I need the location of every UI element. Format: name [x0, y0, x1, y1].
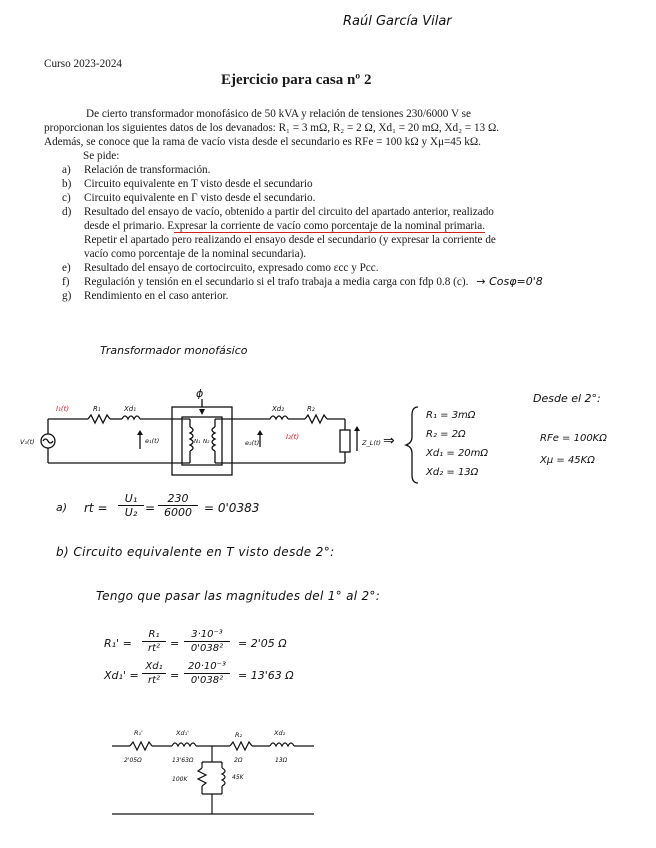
part-a-result: = 0'0383: [204, 501, 260, 515]
eq2-lhs: Xd₁' =: [104, 669, 139, 682]
intro-line-4: Se pide:: [83, 150, 120, 162]
eq1-result: = 2'05 Ω: [238, 637, 287, 650]
xd2-label: Xd₂: [272, 405, 285, 413]
list-item: Repetir el apartado pero realizando el ensayo desde el secundario (y expresar la corriente de: [84, 234, 496, 246]
notes-heading: Transformador monofásico: [100, 344, 248, 357]
current-i2-label: I₂(t): [286, 433, 300, 441]
author-name: Raúl García Vilar: [343, 14, 452, 29]
transformer-circuit-diagram: [20, 385, 410, 495]
t-xd2-label: Xd₂: [274, 729, 286, 737]
current-i1-label: I₁(t): [56, 405, 70, 413]
intro-line-3: Además, se conoce que la rama de vacío vista desde el secundario es RFe = 100 kΩ y Xμ=45 kΩ.: [44, 136, 481, 148]
t-equivalent-circuit: [108, 722, 318, 822]
n1-label: N₁: [194, 439, 201, 445]
t-r2-value: 2Ω: [234, 757, 243, 764]
e1-label: e₁(t): [145, 437, 160, 445]
v1-label: V₁(t): [20, 438, 35, 446]
xd1-label: Xd₁: [124, 405, 137, 413]
t-xd2-value: 13Ω: [275, 757, 288, 764]
n2-label: N₂: [203, 439, 210, 445]
flux-label: ϕ: [196, 387, 204, 400]
list-item: d) Resultado del ensayo de vacío, obtenido a partir del circuito del apartado anterior, realizado: [62, 206, 494, 218]
svg-text:⇒: ⇒: [383, 433, 395, 449]
from-second-title: Desde el 2°:: [533, 392, 601, 405]
course-label: Curso 2023-2024: [44, 58, 123, 70]
e2-label: e₂(t): [245, 439, 260, 447]
list-item: vacío como porcentaje de la nominal secundaria).: [84, 248, 307, 260]
list-item: b) Circuito equivalente en T visto desde el secundario: [62, 178, 313, 190]
list-item: a) Relación de transformación.: [62, 164, 211, 176]
t-r1p-label: R₁': [134, 729, 143, 737]
r1-label: R₁: [93, 405, 101, 413]
highlighted-text: xpresar la corriente de vacío como porcentaje de la nominal primaria.: [174, 220, 486, 232]
from-second-values: RFe = 100KΩ Xμ = 45KΩ: [540, 433, 607, 466]
part-a-label: a): [56, 501, 68, 514]
t-xd1p-value: 13'63Ω: [172, 757, 194, 764]
intro-line-2: proporcionan los siguientes datos de los devanados: R₁ = 3 mΩ, R₂ = 2 Ω, Xd₁ = 20 mΩ, Xd₂ = 13 Ω.: [44, 122, 500, 134]
part-b-subtitle: Tengo que pasar las magnitudes del 1° al 2°:: [96, 589, 381, 603]
part-a-fraction-1: U₁ U₂: [118, 492, 144, 519]
zl-label: Z_L(t): [362, 439, 381, 447]
t-xmu-value: 45K: [232, 774, 244, 781]
list-item: g) Rendimiento en el caso anterior.: [62, 290, 229, 302]
t-r1p-value: 2'05Ω: [124, 757, 142, 764]
part-a-lhs: rt =: [84, 501, 108, 515]
list-item: f) Regulación y tensión en el secundario si el trafo trabaja a media carga con fdp 0.8 (c). → Cosφ=0'8: [62, 275, 543, 288]
list-item: c) Circuito equivalente en Γ visto desde el secundario.: [62, 192, 316, 204]
brace-icon: [404, 405, 424, 487]
part-a-fraction-2: 230 6000: [158, 492, 198, 519]
part-b-title: b) Circuito equivalente en T visto desde 2°:: [56, 545, 335, 559]
t-xd1p-label: Xd₁': [176, 729, 189, 737]
given-values: R₁ = 3mΩ R₂ = 2Ω Xd₁ = 20mΩ Xd₂ = 13Ω: [426, 410, 489, 478]
r2-label: R₂: [307, 405, 315, 413]
cosphi-annotation: → Cosφ=0'8: [476, 275, 543, 288]
eq2-result: = 13'63 Ω: [238, 669, 294, 682]
exercise-title: Ejercicio para casa nº 2: [221, 72, 372, 88]
list-item: desde el primario. Expresar la corriente de vacío como porcentaje de la nominal primaria.: [84, 220, 486, 232]
t-rfe-value: 100K: [172, 776, 188, 783]
t-r2-label: R₂: [235, 731, 243, 739]
list-item: e) Resultado del ensayo de cortocircuito, expresado como εcc y Pcc.: [62, 262, 379, 274]
eq1-lhs: R₁' =: [104, 637, 132, 650]
intro-line-1: De cierto transformador monofásico de 50 kVA y relación de tensiones 230/6000 V se: [86, 108, 471, 120]
